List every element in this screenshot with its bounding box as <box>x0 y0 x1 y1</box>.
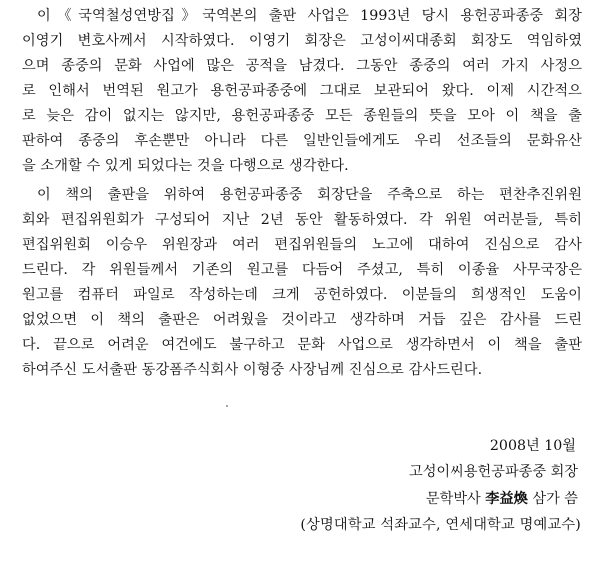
text-line: 다. 끝으로 어려운 여건에도 불구하고 문화 사업으로 생각하면서 이 책을 출판 <box>22 337 582 353</box>
text-line: 하여주신 도서출판 동강폼주식회사 이형중 사장님께 진심으로 감사드린다. <box>22 362 483 378</box>
signature-title: 문학박사 <box>425 491 481 507</box>
closing-organization: 고성이씨용헌공파종중 회장 <box>409 464 578 480</box>
closing-affiliation: (상명대학교 석좌교수, 연세대학교 명예교수) <box>300 517 581 533</box>
text-line: 회와 편집위원회가 구성되어 지난 2년 동안 활동하였다. 각 위원 여러분들, 특히 <box>22 212 582 228</box>
stray-dot <box>226 405 228 407</box>
text-line: 없었으면 이 책의 출판은 어려웠을 것이라고 생각하며 거듭 깊은 감사를 드린 <box>22 312 582 328</box>
closing-date: 2008년 10월 <box>489 438 576 454</box>
signature-suffix: 삼가 씀 <box>532 491 578 507</box>
text-line: 이 책의 출판을 위하여 용헌공파종중 회장단을 주축으로 하는 편찬추진위원 <box>37 187 582 203</box>
closing-signature <box>426 487 578 512</box>
paragraph-acknowledgements <box>22 183 582 383</box>
text-line: 판하여 종중의 후손뿐만 아니라 다른 일반인들에게도 우리 선조들의 문화유산 <box>22 133 582 149</box>
text-line: 로 인해서 번역된 원고가 용헌공파종중에 그대로 보관되어 왔다. 이제 시간적으 <box>22 83 582 99</box>
text-line: 을 소개할 수 있게 되었다는 것을 다행으로 생각한다. <box>22 158 349 174</box>
text-line: 편집위원회 이승우 위원장과 여러 편집위원들의 노고에 대하여 진심으로 감사 <box>22 237 582 253</box>
signature-name: 李益煥 <box>485 491 528 507</box>
text-line: 이《국역철성연방집》국역본의 출판 사업은 1993년 당시 용헌공파종중 회장 <box>37 8 582 24</box>
text-line: 으며 종중의 문화 사업에 많은 공적을 남겼다. 그동안 종중의 여러 가지 사정으 <box>22 58 582 74</box>
paragraph-publication-history <box>22 4 582 179</box>
text-line: 로 늦은 감이 없지는 않지만, 용헌공파종중 모든 종원들의 뜻을 모아 이 책을 출 <box>22 108 582 124</box>
text-line: 이영기 변호사께서 시작하였다. 이영기 회장은 고성이씨대종회 회장도 역임하였 <box>22 33 582 49</box>
text-line: 원고를 컴퓨터 파일로 작성하는데 크게 공헌하였다. 이분들의 희생적인 도움이 <box>22 287 582 303</box>
text-line: 드린다. 각 위원들께서 기존의 원고를 다듬어 주셨고, 특히 이종율 사무국장은 <box>22 262 582 278</box>
